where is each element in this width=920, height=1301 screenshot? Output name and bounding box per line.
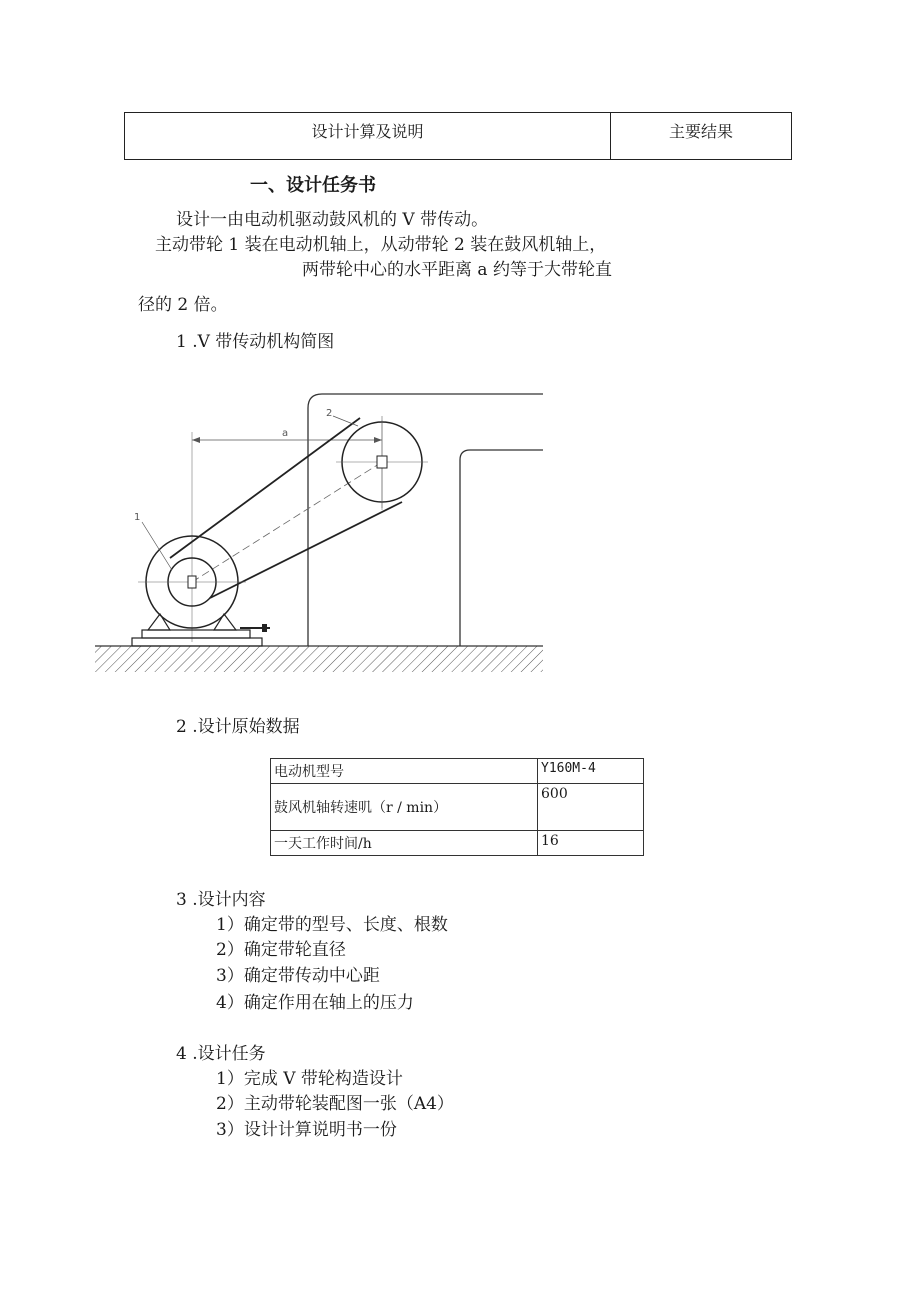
design-data-table (270, 758, 644, 856)
table-row (271, 784, 644, 831)
table-cell-value: Y160M-4 (538, 759, 644, 784)
list-item: 2）确定带轮直径 (216, 940, 346, 960)
belt-center-dashed (192, 462, 382, 582)
figure-heading: 1 .V 带传动机构简图 (176, 332, 335, 352)
part-label-2: 2 (326, 408, 333, 419)
table-row (271, 831, 644, 856)
table-cell-label: 鼓风机轴转速叽（r / min） (271, 784, 538, 831)
table-row (271, 759, 644, 784)
blower-housing-inner (460, 450, 543, 646)
header-left-cell: 设计计算及说明 (125, 113, 611, 159)
task-heading: 4 .设计任务 (176, 1044, 266, 1064)
table-cell-value: 600 (538, 784, 644, 831)
tension-nut (262, 624, 267, 632)
intro-line-4: 径的 2 倍。 (138, 295, 228, 315)
dimension-arrow-right (374, 437, 382, 443)
content-heading: 3 .设计内容 (176, 890, 266, 910)
table-cell-label: 电动机型号 (271, 759, 538, 784)
belt-lower (210, 502, 402, 598)
leader-line-1 (142, 522, 172, 570)
motor-base (142, 630, 250, 638)
intro-line-2: 主动带轮 1 装在电动机轴上，从动带轮 2 装在鼓风机轴上， (155, 235, 607, 255)
section-title: 一、设计任务书 (250, 175, 376, 196)
intro-line-1: 设计一由电动机驱动鼓风机的 V 带传动。 (176, 210, 489, 230)
list-item: 2）主动带轮装配图一张（A4） (216, 1094, 454, 1114)
motor-foot-right (214, 614, 236, 630)
header-right-cell: 主要结果 (668, 122, 733, 141)
list-item: 1）确定带的型号、长度、根数 (216, 915, 448, 935)
dimension-arrow-left (192, 437, 200, 443)
list-item: 4）确定作用在轴上的压力 (216, 993, 414, 1013)
motor-rail (132, 638, 262, 646)
part-label-1: 1 (134, 512, 141, 523)
list-item: 1）完成 V 带轮构造设计 (216, 1069, 403, 1089)
blower-housing-outer (308, 394, 543, 646)
intro-line-3: 两带轮中心的水平距离 a 约等于大带轮直 (302, 260, 612, 280)
list-item: 3）设计计算说明书一份 (216, 1120, 397, 1140)
ground-hatch (95, 646, 543, 672)
motor-foot-left (148, 614, 170, 630)
list-item: 3）确定带传动中心距 (216, 966, 380, 986)
leader-line-2 (333, 416, 358, 426)
large-pulley-hub (377, 456, 387, 468)
small-pulley-hub (188, 576, 196, 588)
header-table (124, 112, 792, 160)
data-heading: 2 .设计原始数据 (176, 717, 300, 737)
table-cell-label: 一天工作时间/h (271, 831, 538, 856)
table-cell-value: 16 (538, 831, 644, 856)
v-belt-drive-diagram (90, 380, 550, 680)
dimension-label-a: a (282, 428, 289, 439)
